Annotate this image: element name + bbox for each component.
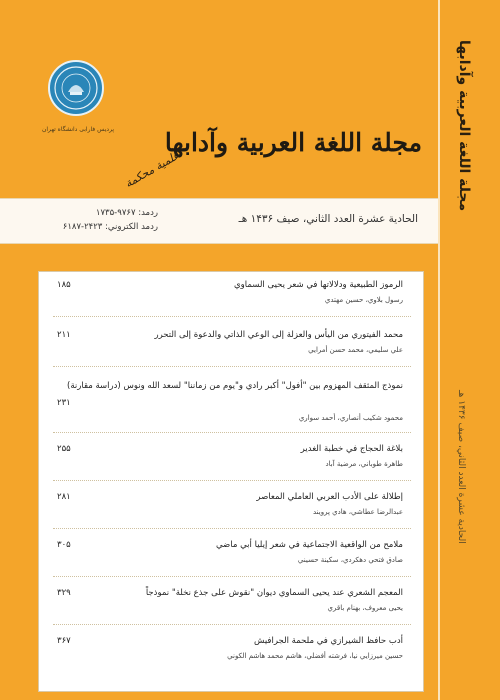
toc-entry-page: ۱۸۵: [57, 280, 71, 290]
toc-entry-title: إطلالة على الأدب العربي العاملي المعاصر: [256, 492, 403, 502]
spine-title: مجلة اللغة العربية وآدابها: [456, 40, 472, 212]
toc-entry-title: ملامح من الواقعية الاجتماعية في شعر إيليا أبي ماضي: [215, 540, 403, 550]
toc-entry-page: ۳۶۷: [57, 636, 71, 646]
issue-line: الحادية عشرة العدد الثاني، صيف ۱۴۳۶ هـ: [238, 213, 418, 225]
toc-entry-page: ۳۰۵: [57, 540, 71, 550]
toc-separator: [53, 624, 411, 625]
toc-entry-title: أدب حافظ الشيرازي في ملحمة الجرافيش: [254, 636, 403, 646]
toc-separator: [53, 432, 411, 433]
toc-entry-page: ۲۸۱: [57, 492, 71, 502]
toc-separator: [53, 576, 411, 577]
spine: [446, 30, 492, 670]
issn-print: ردمد: ۹۷۶۷-۱۷۳۵: [95, 208, 158, 218]
spine-divider: [438, 0, 440, 700]
toc-entry-title: نموذج المثقف المهزوم بين "أفول" أكبر رادي و"يوم من زماننا" لسعد الله ونوس (دراسة مقارنة): [67, 381, 403, 391]
university-name: پردیس فارابی دانشگاه تهران: [41, 126, 115, 133]
toc-entry-page: ۲۱۱: [57, 330, 71, 340]
toc-separator: [53, 316, 411, 317]
issue-info-bar: [0, 198, 438, 244]
toc-entry-page: ۲۵۵: [57, 444, 71, 454]
journal-title: مجلة اللغة العربية وآدابها: [164, 128, 422, 157]
toc-entry-authors: حسين ميرزايي نيا، فرشته أفضلي، هاشم محمد هاشم الكوني: [227, 652, 403, 660]
spine-issue: الحادية عشرة العدد الثاني، صيف ۱۴۳۶ هـ: [456, 390, 466, 544]
university-emblem-icon: [48, 60, 104, 116]
toc-entry-authors: رسول بلاوي، حسين مهتدي: [324, 296, 403, 304]
toc-entry-title: محمد الفيتوري من اليأس والعزلة إلى الوعي الذاتي والدعوة إلى التحرر: [154, 330, 403, 340]
toc-entry-authors: عبدالرضا عطاشي، هادي پرويند: [312, 508, 403, 516]
toc-entry-title: بلاغة الحجاج في خطبة الغدير: [300, 444, 403, 454]
toc-entry-authors: يحيى معروف، بهنام باقري: [327, 604, 403, 612]
toc-entry-authors: محمود شكيب أنصاري، أحمد سواري: [298, 414, 403, 422]
toc-entry-authors: علي سليمي، محمد حسن أمرايي: [308, 346, 403, 354]
toc-entry-authors: صادق فتحي دهكردي، سكينة حسيني: [297, 556, 403, 564]
toc-separator: [53, 366, 411, 367]
toc-separator: [53, 480, 411, 481]
peer-reviewed-label: علمية محكمة: [122, 148, 182, 191]
toc-entry-title: المعجم الشعري عند يحيى السماوي ديوان "نقوش على جذع نخلة" نموذجاً: [145, 588, 403, 598]
issn-online: ردمد الكتروني: ۲۴۲۳-۶۱۸۷: [62, 222, 158, 232]
toc-entry-authors: طاهرة طوباني، مرضية آباد: [325, 460, 403, 468]
toc-entry-page: ۳۲۹: [57, 588, 71, 598]
issn-block: [28, 206, 158, 234]
toc-entry-page: ۲۳۱: [57, 398, 71, 408]
toc-separator: [53, 528, 411, 529]
table-of-contents: [38, 271, 424, 692]
toc-entry-title: الرموز الطبيعية ودلالاتها في شعر يحيى السماوي: [234, 280, 403, 290]
